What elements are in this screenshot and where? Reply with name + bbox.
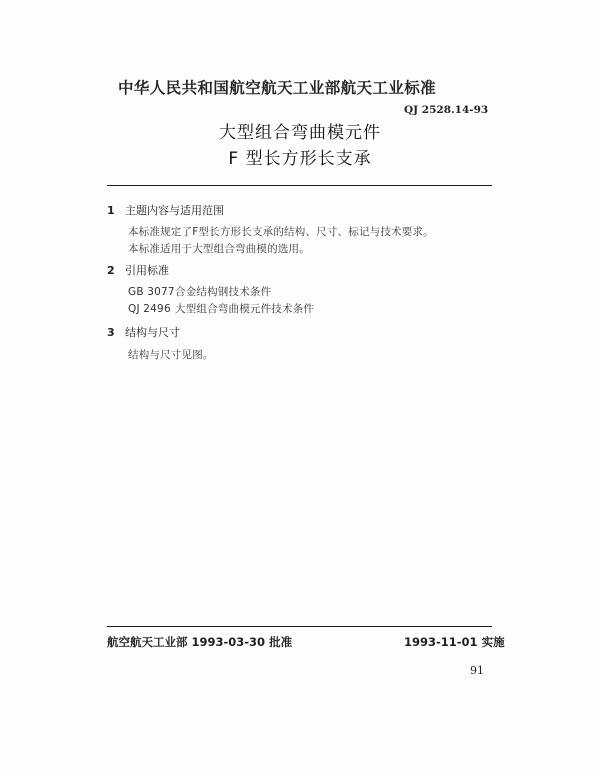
section-1-text-line: 本标准规定了F型长方形长支承的结构、尺寸、标记与技术要求。 bbox=[128, 226, 434, 238]
document-title-line2: F 型长方形长支承 bbox=[228, 149, 372, 169]
reference-title: 大型组合弯曲模元件技术条件 bbox=[175, 303, 315, 315]
footer-divider bbox=[107, 626, 492, 627]
section-title: 引用标准 bbox=[125, 264, 169, 277]
reference-title: 合金结构钢技术条件 bbox=[175, 286, 272, 298]
section-title: 主题内容与适用范围 bbox=[125, 204, 224, 217]
reference-code: GB 3077 bbox=[128, 286, 175, 298]
approval-line: 航空航天工业部 1993-03-30 批准 bbox=[107, 635, 293, 649]
reference-item bbox=[128, 301, 314, 316]
issuing-authority: 中华人民共和国航空航天工业部航天工业标准 bbox=[118, 79, 437, 97]
section-2-heading bbox=[107, 262, 169, 278]
section-1-heading bbox=[107, 202, 224, 218]
section-1-text-line: 本标准适用于大型组合弯曲模的选用。 bbox=[128, 243, 310, 255]
header-divider bbox=[107, 185, 492, 186]
reference-code: QJ 2496 bbox=[128, 303, 171, 315]
implementation-date: 1993-11-01 实施 bbox=[404, 635, 505, 649]
document-title-line1: 大型组合弯曲模元件 bbox=[219, 123, 381, 143]
standard-number: QJ 2528.14-93 bbox=[404, 104, 489, 116]
section-number: 1 bbox=[107, 204, 115, 217]
section-3-heading bbox=[107, 324, 180, 340]
page-number: 91 bbox=[470, 664, 484, 677]
section-title: 结构与尺寸 bbox=[125, 326, 180, 339]
reference-item bbox=[128, 284, 271, 299]
section-3-text-line: 结构与尺寸见图。 bbox=[128, 349, 214, 361]
section-number: 3 bbox=[107, 326, 115, 339]
section-number: 2 bbox=[107, 264, 115, 277]
